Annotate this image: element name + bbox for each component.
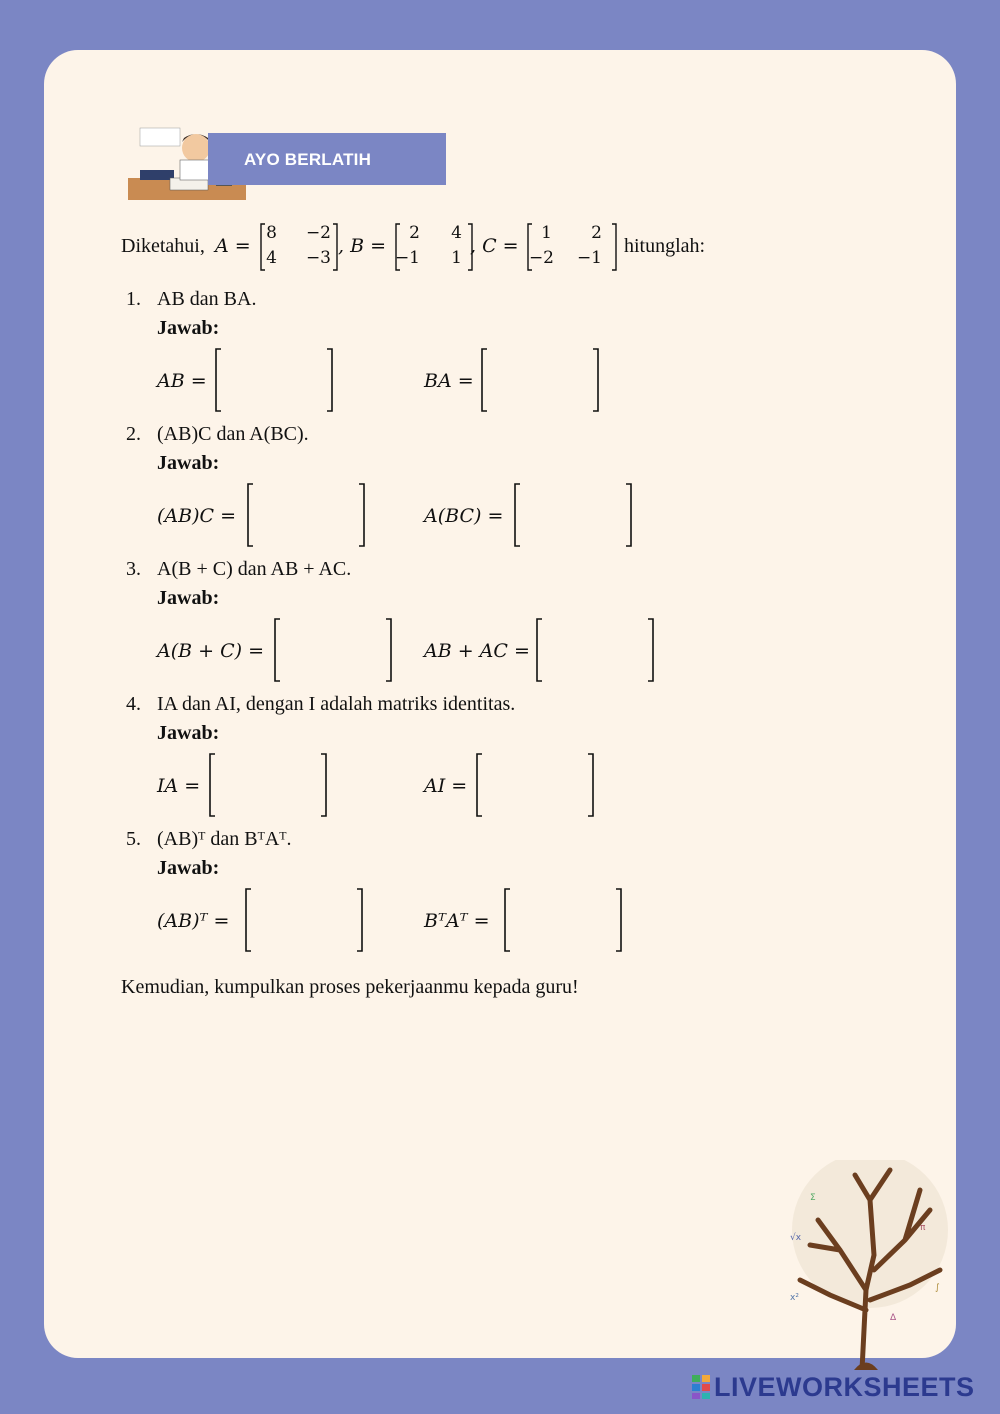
intro-prefix: Diketahui,: [121, 235, 205, 257]
svg-text:Δ: Δ: [890, 1313, 897, 1323]
matrix-b-cell: 2: [409, 223, 420, 243]
matrix-b-label: , B =: [338, 235, 387, 257]
answer-label: Jawab:: [157, 587, 220, 609]
answer-left-label: AB =: [157, 370, 207, 392]
matrix-a-cell: −3: [305, 248, 331, 268]
liveworksheets-icon: [692, 1375, 710, 1399]
question-number: 3.: [126, 558, 141, 580]
svg-text:x²: x²: [790, 1293, 799, 1303]
question-text: A(B + C) dan AB + AC.: [157, 558, 352, 580]
intro-suffix: hitunglah:: [624, 235, 706, 257]
question-number: 2.: [126, 423, 141, 445]
answer-left-label: (AB)ᵀ =: [157, 910, 230, 932]
liveworksheets-logo: [692, 1372, 975, 1403]
matrix-c-cell: −2: [528, 248, 554, 268]
answer-matrix-input[interactable]: [244, 888, 364, 952]
answer-right-label: A(BC) =: [424, 505, 504, 527]
matrix-a: [259, 222, 339, 272]
answer-right-label: AB + AC =: [424, 640, 530, 662]
question-number: 4.: [126, 693, 141, 715]
banner-title: AYO BERLATIH: [244, 150, 372, 169]
question-text: (AB)ᵀ dan BᵀAᵀ.: [157, 828, 292, 850]
answer-left-label: IA =: [157, 775, 201, 797]
svg-text:√x: √x: [790, 1233, 802, 1243]
matrix-c-label: , C =: [470, 235, 519, 257]
matrix-c-cell: 1: [541, 223, 552, 243]
answer-left-label: A(B + C) =: [157, 640, 265, 662]
answer-matrix-input[interactable]: [273, 618, 393, 682]
matrix-c-cell: −1: [576, 248, 602, 268]
svg-text:π: π: [920, 1223, 926, 1233]
math-tree-illustration: [770, 1160, 970, 1370]
matrix-a-cell: 8: [266, 223, 277, 243]
matrix-a-label: A =: [215, 235, 251, 257]
closing-instruction: Kemudian, kumpulkan proses pekerjaanmu kepada guru!: [121, 976, 579, 998]
matrix-b-cell: 4: [451, 223, 462, 243]
answer-matrix-input[interactable]: [208, 753, 328, 817]
question-text: IA dan AI, dengan I adalah matriks identitas.: [157, 693, 516, 715]
answer-matrix-input[interactable]: [475, 753, 595, 817]
answer-label: Jawab:: [157, 452, 220, 474]
answer-matrix-input[interactable]: [246, 483, 366, 547]
answer-label: Jawab:: [157, 317, 220, 339]
question-number: 5.: [126, 828, 141, 850]
answer-right-label: BA =: [424, 370, 474, 392]
matrix-a-cell: 4: [266, 248, 277, 268]
brand-name: LIVEWORKSHEETS: [714, 1372, 975, 1402]
answer-matrix-input[interactable]: [480, 348, 600, 412]
svg-text:Σ: Σ: [810, 1193, 816, 1203]
answer-right-label: AI =: [424, 775, 468, 797]
matrix-c-cell: 2: [591, 223, 602, 243]
answer-matrix-input[interactable]: [513, 483, 633, 547]
answer-right-label: BᵀAᵀ =: [424, 910, 490, 932]
question-text: AB dan BA.: [157, 288, 257, 310]
matrix-b-cell: −1: [394, 248, 420, 268]
answer-left-label: (AB)C =: [157, 505, 237, 527]
matrix-b: [394, 222, 474, 272]
svg-text:∫: ∫: [935, 1283, 940, 1293]
question-text: (AB)C dan A(BC).: [157, 423, 309, 445]
answer-label: Jawab:: [157, 857, 220, 879]
answer-matrix-input[interactable]: [535, 618, 655, 682]
matrix-b-cell: 1: [451, 248, 462, 268]
question-number: 1.: [126, 288, 141, 310]
matrix-c: [526, 222, 618, 272]
answer-label: Jawab:: [157, 722, 220, 744]
answer-matrix-input[interactable]: [214, 348, 334, 412]
answer-matrix-input[interactable]: [503, 888, 623, 952]
matrix-a-cell: −2: [305, 223, 331, 243]
